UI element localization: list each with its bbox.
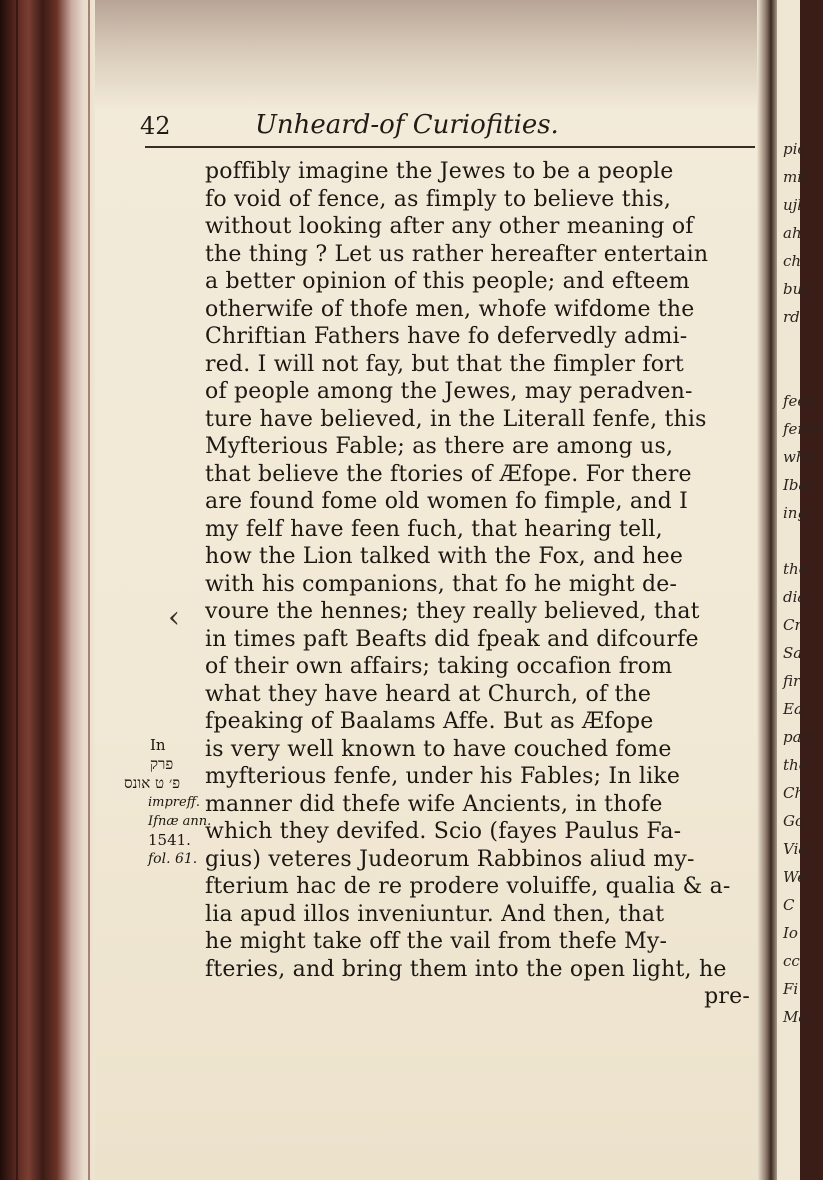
margin-note [124, 736, 212, 869]
facing-page-fragment: feren [783, 420, 823, 438]
text-line: what they have heard at Church, of the [205, 681, 652, 707]
margin-note-year: 1541. [148, 831, 191, 849]
text-line: are found fome old women fo fimple, and I [205, 489, 688, 514]
facing-page-fragment: Ch [783, 784, 805, 802]
facing-page-fragment: C [783, 896, 795, 914]
margin-note-hebrew: פרק [150, 755, 174, 773]
text-line: the thing ? Let us rather hereafter entertain [205, 241, 709, 267]
margin-note-line: impreff. [148, 795, 201, 810]
facing-page-fragment: ch [783, 252, 802, 270]
page-top-shadow [95, 0, 765, 110]
text-line: how the Lion talked with the Fox, and hee [205, 544, 684, 569]
text-line: that believe the ftories of Æfope. For there [205, 461, 692, 487]
facing-page-fragment: pan [783, 728, 812, 746]
page-number: 42 [140, 112, 171, 140]
catchword: pre- [704, 984, 750, 1009]
facing-page-fragment: Cr [783, 616, 802, 634]
running-head: Unheard-of Curiofities. [255, 110, 559, 140]
facing-page-edge [777, 0, 823, 1180]
facing-page-fragment: ing [783, 504, 808, 522]
margin-bracket-mark: ‹ [168, 600, 180, 635]
facing-page-fragment: the [783, 560, 808, 578]
text-line: in times paft Beafts did fpeak and difcourfe [205, 626, 699, 652]
text-line: lia apud illos inveniuntur. And then, that [205, 901, 665, 927]
text-line: fteries, and bring them into the open light, he [205, 956, 727, 982]
facing-page-fragment: Go [783, 812, 805, 830]
margin-note-hebrew: פ׳ ט אונס [124, 774, 181, 792]
text-line: fo void of fence, as fimply to believe this, [205, 186, 672, 212]
facing-page-fragment: ujl [783, 196, 803, 214]
facing-page-fragment: rd [783, 308, 800, 326]
book-gutter [757, 0, 777, 1180]
text-line: of people among the Jewes, may peradven- [205, 379, 693, 404]
facing-page-fragment: pic [783, 140, 806, 158]
facing-page-fragment: fees [783, 392, 815, 410]
facing-page-fragment: fir [783, 672, 801, 690]
margin-note-folio: fol. 61. [148, 851, 198, 867]
facing-page-fragment: cc [783, 952, 800, 970]
text-line: without looking after any other meaning of [205, 214, 694, 239]
text-line: with his companions, that fo he might de- [205, 571, 678, 597]
facing-page-fragment: Ea [783, 700, 803, 718]
text-line: ture have believed, in the Literall fenfe, this [205, 406, 707, 432]
facing-page-fragment: Io [783, 924, 798, 942]
text-line: which they devifed. Scio (fayes Paulus Fa- [205, 819, 682, 844]
text-line: fterium hac de re prodere voluiffe, qualia & a- [205, 874, 731, 899]
facing-page-fragment: Fi [783, 980, 799, 998]
text-line: he might take off the vail from thefe My- [205, 929, 668, 954]
text-line: gius) veteres Judeorum Rabbinos aliud my- [205, 846, 695, 872]
text-line: a better opinion of this people; and efteem [205, 269, 690, 294]
facing-page-fragment: Ibal [783, 476, 813, 494]
text-line: poffibly imagine the Jewes to be a people [205, 159, 674, 184]
text-line: Chriftian Fathers have fo defervedly admi- [205, 324, 688, 349]
text-line: of their own affairs; taking occafion from [205, 654, 673, 679]
facing-page-fragment: dia [783, 588, 807, 606]
text-line: Myfterious Fable; as there are among us, [205, 434, 674, 459]
facing-page-fragment: bus [783, 280, 810, 298]
text-line: fpeaking of Baalams Affe. But as Æfope [205, 709, 654, 734]
margin-note-line: In [150, 736, 166, 754]
text-line: is very well known to have couched fome [205, 736, 672, 762]
facing-page-fragment: We [783, 868, 807, 886]
facing-page-fragment: mil [783, 168, 807, 186]
text-line: voure the hennes; they really believed, that [205, 599, 700, 624]
facing-page-fragment: the [783, 756, 808, 774]
margin-note-line: Ifnæ ann. [148, 814, 212, 829]
facing-page-fragment: ah [783, 224, 802, 242]
body-text [205, 158, 760, 1011]
facing-page-fragment: Via [783, 840, 808, 858]
facing-page-fragment: Ma [783, 1008, 808, 1026]
text-line: manner did thefe wife Ancients, in thofe [205, 791, 663, 817]
header-rule [145, 146, 755, 148]
text-line: otherwife of thofe men, whofe wifdome the [205, 296, 695, 322]
text-line: my felf have feen fuch, that hearing tell, [205, 516, 663, 542]
facing-page-fragment: Sa [783, 644, 803, 662]
text-line: red. I will not fay, but that the fimpler fort [205, 351, 684, 377]
binding-frame [16, 0, 90, 1180]
facing-page-fragment: who [783, 448, 815, 466]
text-line: myfterious fenfe, under his Fables; In like [205, 764, 681, 789]
